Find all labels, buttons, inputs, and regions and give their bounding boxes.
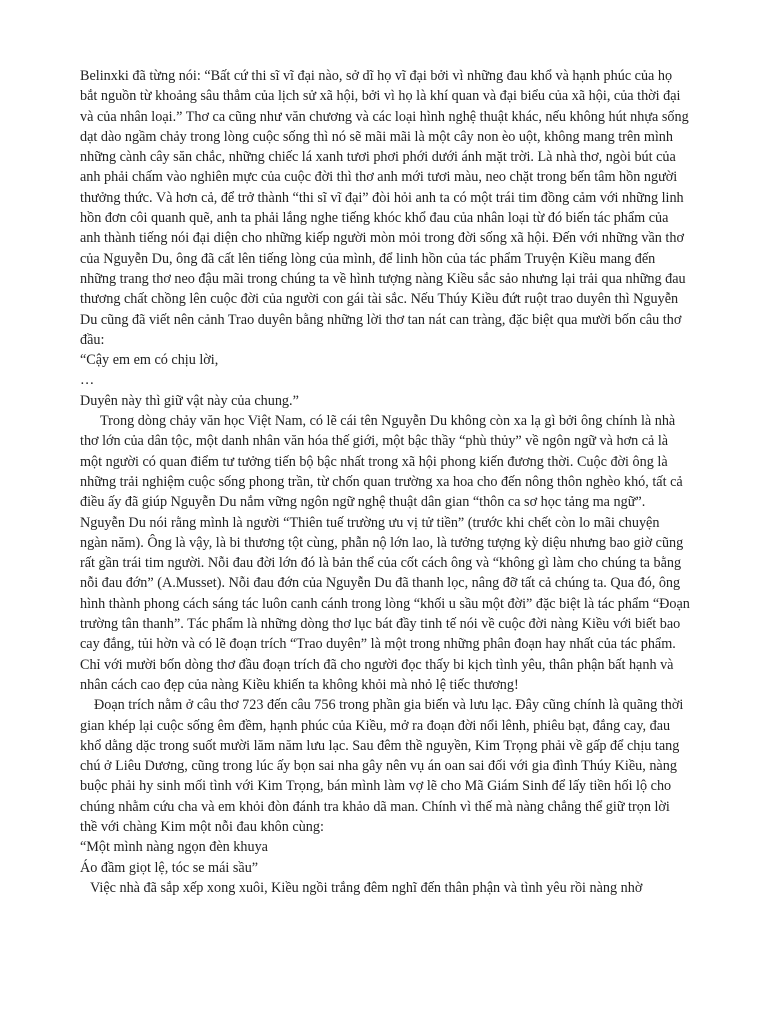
document-page xyxy=(80,66,690,898)
quote-line-2: Duyên này thì giữ vật này của chung.” xyxy=(80,392,299,409)
paragraph-intro: Belinxki đã từng nói: “Bất cứ thi sĩ vĩ đại nào, sở dĩ họ vĩ đại bởi vì những đau khổ và hạnh phúc của họ bắt nguồn từ khoảng sâu thẳm của lịch sử xã hội, bởi vì họ là khí quan và đại biểu của xã hội, của thời đại và của nhân loại.” Thơ ca cũng như văn chương và các loại hình nghệ thuật khác, nếu không hút nhựa sống dạt dào ngầm chảy trong lòng cuộc sống thì nó sẽ mãi mãi là một cây non èo uột, không mang trên mình những cành cây săn chắc, những chiếc lá xanh tươi phơi phới dưới ánh mặt trời. Là nhà thơ, ngòi bút của anh phải chấm vào nghiên mực của cuộc đời thì thơ anh mới tươi màu, neo chặt trong bến tâm hồn người thưởng thức. Và hơn cả, để trở thành “thi sĩ vĩ đại” đòi hỏi anh ta có một trái tim đồng cảm với những linh hồn đơn côi quanh quẽ, anh ta phải lắng nghe tiếng khóc khổ đau của nhân loại từ đó biến tác phẩm của anh thành tiếng nói đại diện cho những kiếp người mòn mỏi trong đời sống xã hội. Đến với những vần thơ của Nguyễn Du, ông đã cất lên tiếng lòng của mình, để linh hồn của tác phẩm Truyện Kiều mang đến những trang thơ neo đậu mãi trong chúng ta về hình tượng nàng Kiều sắc sảo nhưng lại trải qua những đau thương chất chồng lên cuộc đời của người con gái tài sắc. Nếu Thúy Kiều đứt ruột trao duyên thì Nguyễn Du cũng đã viết nên cảnh Trao duyên bằng những lời thơ tan nát can tràng, đặc biệt qua mười bốn câu thơ đầu: xyxy=(80,68,689,348)
paragraph-nguyen-du: Trong dòng chảy văn học Việt Nam, có lẽ cái tên Nguyễn Du không còn xa lạ gì bởi ông chính là nhà thơ lớn của dân tộc, một danh nhân văn hóa thế giới, một bậc thầy “phù thủy” về ngôn ngữ và hơn cả là một người có quan điểm tư tưởng tiến bộ bậc nhất trong xã hội phong kiến đương thời. Cuộc đời ông là những trải nghiệm cuộc sống phong trần, từ chốn quan trường xa hoa cho đến nông thôn nghèo khó, tất cả điều ấy đã giúp Nguyễn Du nắm vững ngôn ngữ nghệ thuật dân gian “thôn ca sơ học tảng ma ngữ”. Nguyễn Du nói rằng mình là người “Thiên tuế trường ưu vị tử tiền” (trước khi chết còn lo mãi chuyện ngàn năm). Ông là vậy, là bi thương tột cùng, phẫn nộ lớn lao, là tưởng tượng kỳ diệu nhưng bao giờ cũng rất gần trái tim người. Nỗi đau đời lớn đó là bản thể của cốt cách ông và “không gì làm cho chúng ta bằng nỗi đau đớn” (A.Musset). Nỗi đau đớn của Nguyễn Du đã thanh lọc, nâng đỡ tất cả chúng ta. Qua đó, ông hình thành phong cách sáng tác luôn canh cánh trong lòng “khối u sầu một đời” đặc biệt là tác phẩm “Đoạn trường tân thanh”. Tác phẩm là những dòng thơ lục bát đầy tinh tế nói về cuộc đời nàng Kiều với biết bao cay đắng, tủi hờn và có lẽ đoạn trích “Trao duyên” là một trong những phân đoạn hay nhất của tác phẩm. Chỉ với mười bốn dòng thơ đầu đoạn trích đã cho người đọc thấy bi kịch tình yêu, thân phận bất hạnh và nhân cách cao đẹp của nàng Kiều khiến ta không khỏi mà nhỏ lệ tiếc thương! xyxy=(80,413,690,693)
paragraph-excerpt-context: Đoạn trích nằm ở câu thơ 723 đến câu 756 trong phần gia biến và lưu lạc. Đây cũng chính là quãng thời gian khép lại cuộc sống êm đềm, hạnh phúc của Kiều, mở ra đoạn đời nổi lênh, phiêu bạt, đắng cay, đau khổ dằng dặc trong suốt mười lăm năm lưu lạc. Sau đêm thề nguyền, Kim Trọng phải về gấp để chịu tang chú ở Liêu Dương, cũng trong lúc ấy bọn sai nha gây nên vụ án oan sai đối với gia đình Thúy Kiều, nàng buộc phải hy sinh mối tình với Kim Trọng, bán mình làm vợ lẽ cho Mã Giám Sinh để lấy tiền hối lộ cho chúng nhằm cứu cha và em khỏi đòn đánh tra khảo dã man. Chính vì thế mà nàng chẳng thể giữ trọn lời thề với chàng Kim một nỗi đau khôn cùng: xyxy=(80,697,684,835)
paragraph-continuation: Việc nhà đã sắp xếp xong xuôi, Kiều ngồi trắng đêm nghĩ đến thân phận và tình yêu rồi nàng nhờ xyxy=(90,879,643,896)
quote-line-1: “Cậy em em có chịu lời, xyxy=(80,352,219,369)
verse-line-1: “Một mình nàng ngọn đèn khuya xyxy=(80,839,268,856)
quote-ellipsis: … xyxy=(80,372,95,389)
verse-line-2: Áo đầm giọt lệ, tóc se mái sầu” xyxy=(80,859,259,876)
